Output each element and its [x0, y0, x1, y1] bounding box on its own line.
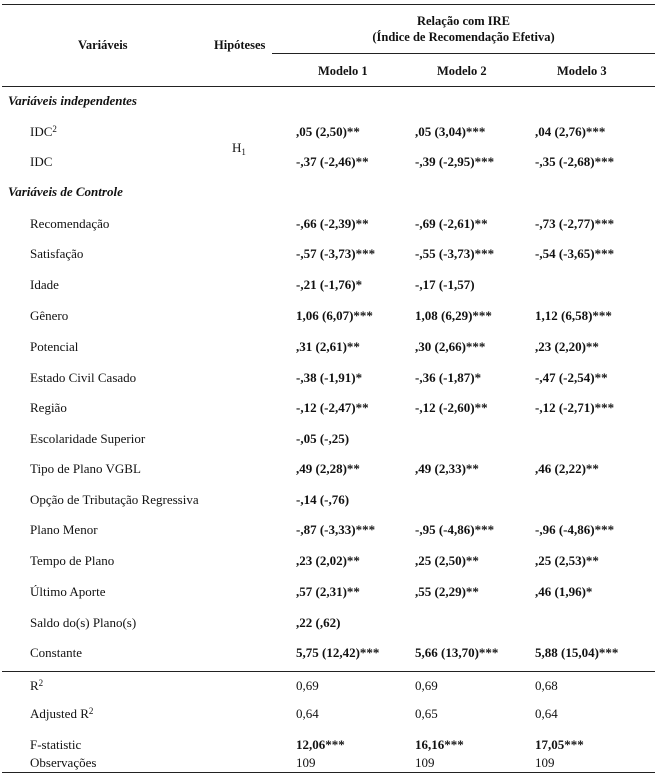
- row-satisfacao-m2: -,55 (-3,73)***: [415, 246, 495, 261]
- row-plano-menor-m2: -,95 (-4,86)***: [415, 522, 495, 537]
- row-f-statistic-m3: 17,05***: [535, 737, 584, 752]
- row-estado-civil-m2: -,36 (-1,87)*: [415, 370, 482, 385]
- header-variables: Variáveis: [78, 38, 128, 52]
- row-genero-m1: 1,06 (6,07)***: [296, 308, 373, 323]
- row-label-satisfacao: Satisfação: [30, 246, 84, 261]
- row-idade-m1: -,21 (-1,76)*: [296, 277, 363, 292]
- row-r2-m2: 0,69: [415, 678, 438, 693]
- row-label-saldo: Saldo do(s) Plano(s): [30, 615, 137, 630]
- row-f-statistic-m1: 12,06***: [296, 737, 345, 752]
- header-model-3: Modelo 3: [557, 64, 607, 78]
- row-label-vgbl: Tipo de Plano VGBL: [30, 461, 141, 476]
- row-vgbl-m1: ,49 (2,28)**: [296, 461, 360, 476]
- row-estado-civil-m3: -,47 (-2,54)**: [535, 370, 608, 385]
- row-genero-m3: 1,12 (6,58)***: [535, 308, 612, 323]
- row-observacoes-m2: 109: [415, 755, 435, 770]
- row-ultimo-aporte-m1: ,57 (2,31)**: [296, 584, 360, 599]
- row-tempo-plano-m1: ,23 (2,02)**: [296, 553, 360, 568]
- row-label-idade: Idade: [30, 277, 59, 292]
- row-idade-m2: -,17 (-1,57): [415, 277, 475, 292]
- section-control: Variáveis de Controle: [8, 184, 123, 199]
- row-satisfacao-m1: -,57 (-3,73)***: [296, 246, 376, 261]
- row-adjusted-r2-m1: 0,64: [296, 706, 319, 721]
- row-estado-civil-m1: -,38 (-1,91)*: [296, 370, 363, 385]
- row-label-genero: Gênero: [30, 308, 69, 323]
- row-label-recomendacao: Recomendação: [30, 216, 110, 231]
- row-label-r2: $R^2$: [30, 678, 44, 693]
- row-label-estado-civil: Estado Civil Casado: [30, 370, 137, 385]
- row-saldo-m1: ,22 (,62): [296, 615, 341, 630]
- section-independent: Variáveis independentes: [8, 93, 137, 108]
- row-label-idc: IDC: [30, 154, 53, 169]
- row-label-observacoes: Observações: [30, 755, 97, 770]
- row-potencial-m2: ,30 (2,66)***: [415, 339, 486, 354]
- row-regiao-m1: -,12 (-2,47)**: [296, 400, 369, 415]
- row-plano-menor-m1: -,87 (-3,33)***: [296, 522, 376, 537]
- row-potencial-m1: ,31 (2,61)**: [296, 339, 360, 354]
- row-ultimo-aporte-m2: ,55 (2,29)**: [415, 584, 479, 599]
- row-label-ultimo-aporte: Último Aporte: [30, 584, 106, 599]
- row-tempo-plano-m2: ,25 (2,50)**: [415, 553, 479, 568]
- row-adjusted-r2-m3: 0,64: [535, 706, 558, 721]
- row-r2-m3: 0,68: [535, 678, 558, 693]
- stats-top-rule: [2, 671, 655, 672]
- row-constante-m1: 5,75 (12,42)***: [296, 645, 380, 660]
- row-label-plano-menor: Plano Menor: [30, 522, 98, 537]
- row-label-idc2: IDC$^2$: [30, 124, 57, 139]
- row-label-escolaridade: Escolaridade Superior: [30, 431, 146, 446]
- row-idc2-m2: ,05 (3,04)***: [415, 124, 486, 139]
- row-idc2-m1: ,05 (2,50)**: [296, 124, 360, 139]
- row-r2-m1: 0,69: [296, 678, 319, 693]
- row-idc2-m3: ,04 (2,76)***: [535, 124, 606, 139]
- row-label-f-statistic: F-statistic: [30, 737, 82, 752]
- header-model-2: Modelo 2: [437, 64, 487, 78]
- row-recomendacao-m2: -,69 (-2,61)**: [415, 216, 488, 231]
- row-tempo-plano-m3: ,25 (2,53)**: [535, 553, 599, 568]
- bottom-rule: [2, 772, 655, 773]
- row-constante-m2: 5,66 (13,70)***: [415, 645, 499, 660]
- models-rule: [272, 53, 655, 54]
- row-recomendacao-m1: -,66 (-2,39)**: [296, 216, 369, 231]
- row-plano-menor-m3: -,96 (-4,86)***: [535, 522, 615, 537]
- row-vgbl-m3: ,46 (2,22)**: [535, 461, 599, 476]
- row-idc-m2: -,39 (-2,95)***: [415, 154, 495, 169]
- row-label-adjusted-r2: Adjusted $R^2$: [30, 706, 94, 721]
- hypothesis-label: $H_1$: [232, 140, 246, 157]
- row-label-tributacao: Opção de Tributação Regressiva: [30, 492, 199, 507]
- row-genero-m2: 1,08 (6,29)***: [415, 308, 492, 323]
- row-tributacao-m1: -,14 (-,76): [296, 492, 350, 507]
- row-idc-m3: -,35 (-2,68)***: [535, 154, 615, 169]
- row-satisfacao-m3: -,54 (-3,65)***: [535, 246, 615, 261]
- row-constante-m3: 5,88 (15,04)***: [535, 645, 619, 660]
- row-label-regiao: Região: [30, 400, 67, 415]
- row-idc-m1: -,37 (-2,46)**: [296, 154, 369, 169]
- top-rule: [2, 4, 655, 5]
- row-ultimo-aporte-m3: ,46 (1,96)*: [535, 584, 593, 599]
- row-observacoes-m3: 109: [535, 755, 555, 770]
- row-label-constante: Constante: [30, 645, 82, 660]
- row-label-potencial: Potencial: [30, 339, 79, 354]
- row-vgbl-m2: ,49 (2,33)**: [415, 461, 479, 476]
- header-group-title-2: (Índice de Recomendação Efetiva): [372, 30, 555, 44]
- row-recomendacao-m3: -,73 (-2,77)***: [535, 216, 615, 231]
- row-regiao-m3: -,12 (-2,71)***: [535, 400, 615, 415]
- row-f-statistic-m2: 16,16***: [415, 737, 464, 752]
- row-potencial-m3: ,23 (2,20)**: [535, 339, 599, 354]
- row-label-tempo-plano: Tempo de Plano: [30, 553, 115, 568]
- header-hypotheses: Hipóteses: [214, 38, 266, 52]
- row-regiao-m2: -,12 (-2,60)**: [415, 400, 488, 415]
- row-escolaridade-m1: -,05 (-,25): [296, 431, 350, 446]
- header-group-title-1: Relação com IRE: [416, 14, 511, 28]
- header-model-1: Modelo 1: [318, 64, 368, 78]
- row-adjusted-r2-m2: 0,65: [415, 706, 438, 721]
- row-observacoes-m1: 109: [296, 755, 316, 770]
- header-bottom-rule: [2, 86, 655, 87]
